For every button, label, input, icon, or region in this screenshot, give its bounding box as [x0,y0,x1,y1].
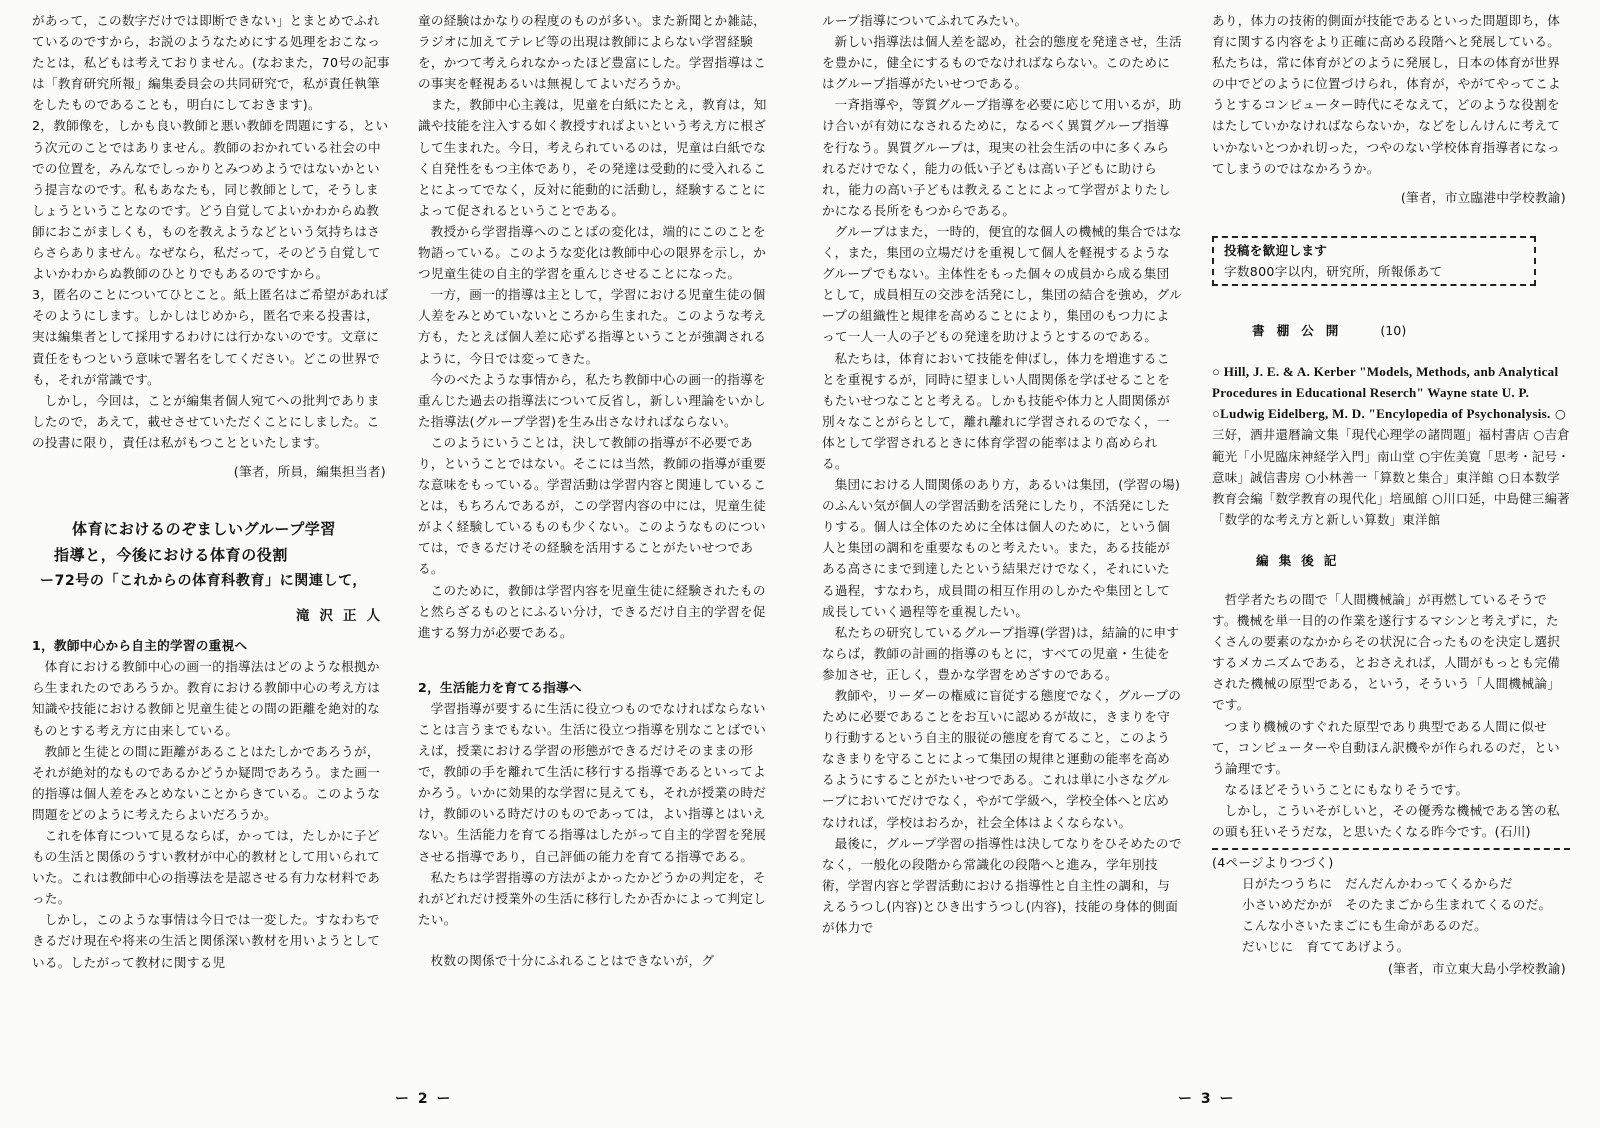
paragraph: 集団における人間関係のあり方，あるいは集団，(学習の場)のふんい気が個人の学習活動を活発にしたり，不活発にしたりする。個人は全体のために全体は個人のために，という個人と集団の調和を重要なものと考えたい。また，ある技能がある高さにまで到達したという結果だけでなく，それにいたる過程，すなわち，成員間の相互作用のしかたや集団として成長していく過程等を重視したい。 [822,477,1181,619]
paragraph: 童の経験はかなりの程度のものが多い。また新聞とか雑誌，ラジオに加えてテレビ等の出現は教師によらない学習経験を，かつて考えられなかったほど豊富にした。学習指導はこの事実を軽視あるいは無視してよいだろうか。 [418,13,767,92]
article-title-line-2: 指導と，今後における体育の役割 [54,546,289,565]
bookshelf-title: 書棚公開 [1252,323,1351,339]
paragraph: このようにいうことは，決して教師の指導が不必要であり，ということではない。そこには当然，教師の指導が重要な意味をもっている。学習活動は学習内容と関連していることは，もちろんであるが，この学習内容の中には，児童生徒がよく経験しているものも少くない。このようなものについては，できるだけその経験を活用することがたいせつである。 [418,434,767,577]
bibliography-entry: ○三好，酒井還暦論文集「現代心理学の諸問題」福村書店 ○吉倉範光「小児臨床神経学入門」南山堂 ○宇佐美寛「思考・記号・意味」誠信書房 ○小林善一「算数と集合」東洋館 ○日本数学教育会編「数学教育の現代化」培風館 ○川口延，中島健三編著「数学的な考え方と新しい算数」東洋館 [1212,406,1570,527]
paragraph: つまり機械のすぐれた原型であり典型である人間に似せて，コンピューターや自動ほん訳機やが作られるのだ，という論理です。 [1212,718,1560,776]
poem-line: 小さいめだかが そのたまごから生まれてくるのだ。 [1242,897,1552,913]
paragraph: ループ指導についてふれてみたい。 [822,13,1028,28]
poem-line: 日がたつうちに だんだんかわってくるからだ [1242,876,1513,892]
paragraph: あり，体力の技術的側面が技能であるといった問題即ち，体育に関する内容をより正確に高める段階へと発展している。私たちは，常に体育がどのように発展し，日本の体育が世界の中でどのように位置づけられ，体育が，やがてやってこようとするコンピューター時代にそなえて，どのような役割をはたしていかなければならないか，などをしんけんに考えていかないとつかれ切った，つやのない学校体育指導者になってしまうのではなかろうか。 [1212,13,1561,176]
paragraph: しかし，このような事情は今日では一変した。すなわちできるだけ現在や将来の生活と関係深い教材を用いようとしている。したがって教材に関する児 [32,912,381,970]
bookshelf-number: (10) [1380,323,1407,339]
column-2 [418,10,776,1070]
paragraph: 学習指導が要するに生活に役立つものでなければならないことは言うまでもない。生活に役立つ指導を別なことばでいえば，授業における学習の形態ができるだけそのままの形で，教師の手を離れて生活に移行する指導であるといってよかろう。いかに効果的な学習に見えても，それが授業の時だけ，教師のいる時だけのものであっては，よい指導とはいえない。生活能力を育てる指導はしたがって自主的学習を発展させる指導であり，自己評価の能力を育てる指導である。 [418,700,767,864]
column-1 [32,10,390,1070]
paragraph: 体育における教師中心の画一的指導法はどのような根拠から生まれたのであろうか。教育における教師中心の考え方は知識や技能における教師と児童生徒との間の距離を絶対的なものとする考え方に由来している。 [32,659,381,738]
poem-line: こんな小さいたまごにも生命があるのだ。 [1242,918,1487,934]
paragraph: 2，教師像を，しかも良い教師と悪い教師を問題にする，という次元のことではありません。教師のおかれている社会の中での位置を，みんなでしっかりとみつめようではないかという提言なのです。私もあなたも，同じ教師として，そうしましょうということなのです。どう自覚してよいかわからぬ教師におこがましくも，ものを教えようなどという気持ちはさらさらありません。なぜなら，私だって，そのどう自覚してよいかわからぬ教師のひとりでもあるのですから。 [32,118,389,282]
paragraph: 枚数の関係で十分にふれることはできないが，グ [430,952,715,968]
editor-note-title: 編集後記 [1256,552,1347,568]
paragraph: 3，匿名のことについてひとこと。紙上匿名はご希望があればそのようにします。しかしはじめから，匿名で来る投書は，実は編集者として採用するわけには行かないのです。文章に責任をもつという意味で署名をしてください。どこの世界でも，それが常識です。 [32,287,389,387]
page-number-left: ー 2 ー [395,1091,453,1107]
paragraph: 今のべたような事情から，私たち教師中心の画一的指導を重んじた過去の指導法について反省し，新しい理論をいかした指導法(グループ学習)を生み出さなければならない。 [418,371,766,429]
byline: (筆者，市立臨港中学校教諭) [1400,189,1566,205]
paragraph: なるほどそういうことにもなりそうです。 [1224,781,1469,797]
paragraph: 最後に，グループ学習の指導性は決してなりをひそめたのでなく，一般化の段階から常識化の段階へと進み，学年別技術，学習内容と学習活動における指導性と自主性の調和，与えるうつし(内容)とひき出すうつし(内容)，技能の身体的側面が体力で [822,835,1182,936]
paragraph: しかし，今回は，ことが編集者個人宛てへの批判でありましたので，あえて，載せさせていただくことにしました。この投書に限り，責任は私がもつことといたします。 [32,392,380,450]
bibliography-entry: ○ Hill, J. E. & A. Kerber "Models, Methods, anb Analytical Procedures in Educational Reserch" Wayne state U. P. [1212,364,1559,401]
page-number-right: ー 3 ー [1178,1091,1236,1107]
paragraph: 哲学者たちの間で「人間機械論」が再燃しているそうです。機械を単一目的の作業を遂行するマシンと考えずに，たくさんの要素のなかからその状況に合ったものを決定し選択するメカニズムである，とおさえれば，人間がもっとも完備された機械の原型である，という，そういう「人間機械論」です。 [1212,591,1561,713]
column-3 [822,10,1182,1070]
paragraph: があって，この数字だけでは即断できない」とまとめでふれているのですから，お説のようなためにする処理をおこなったとは，私どもは考えておりません。(なおまた，70号の記事は「教育研究所報」編集委員会の共同研究で，私が責任執筆をしたものであることも，明白にしておきます)。 [32,13,390,113]
paragraph: 私たちの研究しているグループ指導(学習)は，結論的に申すならば，教師の計画的指導のもとに，すべての児童・生徒を参加させ，正しく，豊かな学習をめざすのである。 [822,624,1180,682]
paragraph: 教授から学習指導へのことばの変化は，端的にこのことを物語っている。このような変化は教師中心の限界を示し，かつ児童生徒の自主的学習を重んじさせることになった。 [418,223,767,282]
byline: (筆者，所員，編集担当者) [233,463,386,479]
paragraph: 新しい指導法は個人差を認め，社会的態度を発達させ，生活を豊かに，健全にするものでなければならない。このためにはグループ指導がたいせつである。 [822,34,1182,92]
spacer [418,930,776,950]
article-title [32,516,390,594]
notice-title: 投稿を歓迎します [1224,242,1328,258]
paragraph: 私たちは学習指導の方法がよかったかどうかの判定を，それがどれだけ授業外の生活に移行したか否かによって判定したい。 [418,869,767,927]
byline: (筆者，市立東大島小学校教諭) [1387,960,1566,976]
paragraph: また，教師中心主義は，児童を白紙にたとえ，教育は，知識や技能を注入する如く教授すればよいという考え方に根ざして生まれた。今日，考えられているのは，児童は白紙でなく自発性をもつ主体であり，その発達は受動的に受入れることによってでなく，反対に能動的に活動し，経験することによって促されるということである。 [418,97,767,218]
paragraph: このために，教師は学習内容を児童生徒に経験されたものと然らざるものとにふるい分け，できるだけ自主的学習を促進する努力が必要である。 [418,582,766,640]
author-name: 滝沢正人 [296,608,390,625]
continuation-heading: (4ページよりつづく) [1212,855,1334,871]
paragraph: 私たちは，体育において技能を伸ばし，体力を増進することを重視するが，同時に望ましい人間関係を学ばせることをもたいせつなことと考える。しかも技能や体力と人間関係が別々なことがらとして，離れ離れに学習されるのでなく，一体として学習されるときに体育学習の能率はより高められる。 [822,350,1171,471]
paragraph: 一斉指導や，等質グループ指導を必要に応じて用いるが，助け合いが有効になされるために，なるべく異質グループ指導を行なう。異質グループは，現実の社会生活の中に多くみられるだけでなく，能力の低い子どもは高い子どもに助けられ，能力の高い子どもは教えることによって学習がよりたしかになる長所をもつからである。 [822,97,1182,218]
paragraph: これを体育について見るならば，かっては，たしかに子どもの生活と関係のうすい教材が中心的教材として用いられていた。これは教師中心の指導法を是認させる有力な材料であった。 [32,828,381,907]
paragraph: 教師と生徒との間に距離があることはたしかであろうが，それが絶対的なものであるかどうか疑問であろう。また画一的指導は個人差をみとめないことからきている。このような問題をどのように考えたらよいだろうか。 [32,743,381,822]
bookshelf-heading [1252,320,1570,341]
notice-body: 字数800字以内，研究所，所報係あて [1224,263,1443,279]
bibliography-entry: ○Ludwig Eidelberg, M. D. "Encylopedia of Psychonalysis. [1212,406,1551,422]
paragraph: しかし，こういそがしいと，その優秀な機械である筈の私の頭も狂いそうだな，と思いたくなる昨今です。(石川) [1212,802,1560,839]
bibliography [1212,361,1570,530]
column-4 [1212,10,1570,1070]
continuation-section [1212,848,1570,979]
paragraph: 教師や，リーダーの権威に盲従する態度でなく，グループのために必要であることをお互いに認めるが故に，きまりを守り行動するという自主的服従の態度を育てること，このようなきまりを守ることによって集団の規律と運動の能率を高めるようにすることがたいせつである。これは単に小さなグループにおいてだけでなく，やがて学級へ，学校全体へと広めなければ，学校はおろか，社会全体はよくならない。 [822,688,1182,830]
section-heading: 1，教師中心から自主的学習の重視へ [32,638,248,654]
article-subtitle: ー72号の「これからの体育科教育」に関連して， [40,573,368,590]
paragraph: 一方，画一的指導は主として，学習における児童生徒の個人差をみとめていないところから生まれた。このような考え方も，たとえば個人差に応ずる指導ということが強調されるように，今日では変ってきた。 [418,287,767,366]
poem-line: だいじに 育ててあげよう。 [1242,939,1410,955]
submission-notice-box [1212,236,1536,286]
poem [1212,873,1570,957]
article-title-line-1: 体育におけるのぞましいグループ学習 [72,520,337,539]
section-heading: 2，生活能力を育てる指導へ [418,679,582,695]
paragraph: グループはまた，一時的，便宜的な個人の機械的集合ではなく，また，集団の立場だけを重視して個人を軽視するようなグループでもない。主体性をもった個々の成員から成る集団として，成員相互の交渉を活発にし，集団の結合を強め，グループの組織性と規律を高めることにより，集団のもつ力によって一人一人の子どもの発達を助けようとするのである。 [822,223,1182,345]
